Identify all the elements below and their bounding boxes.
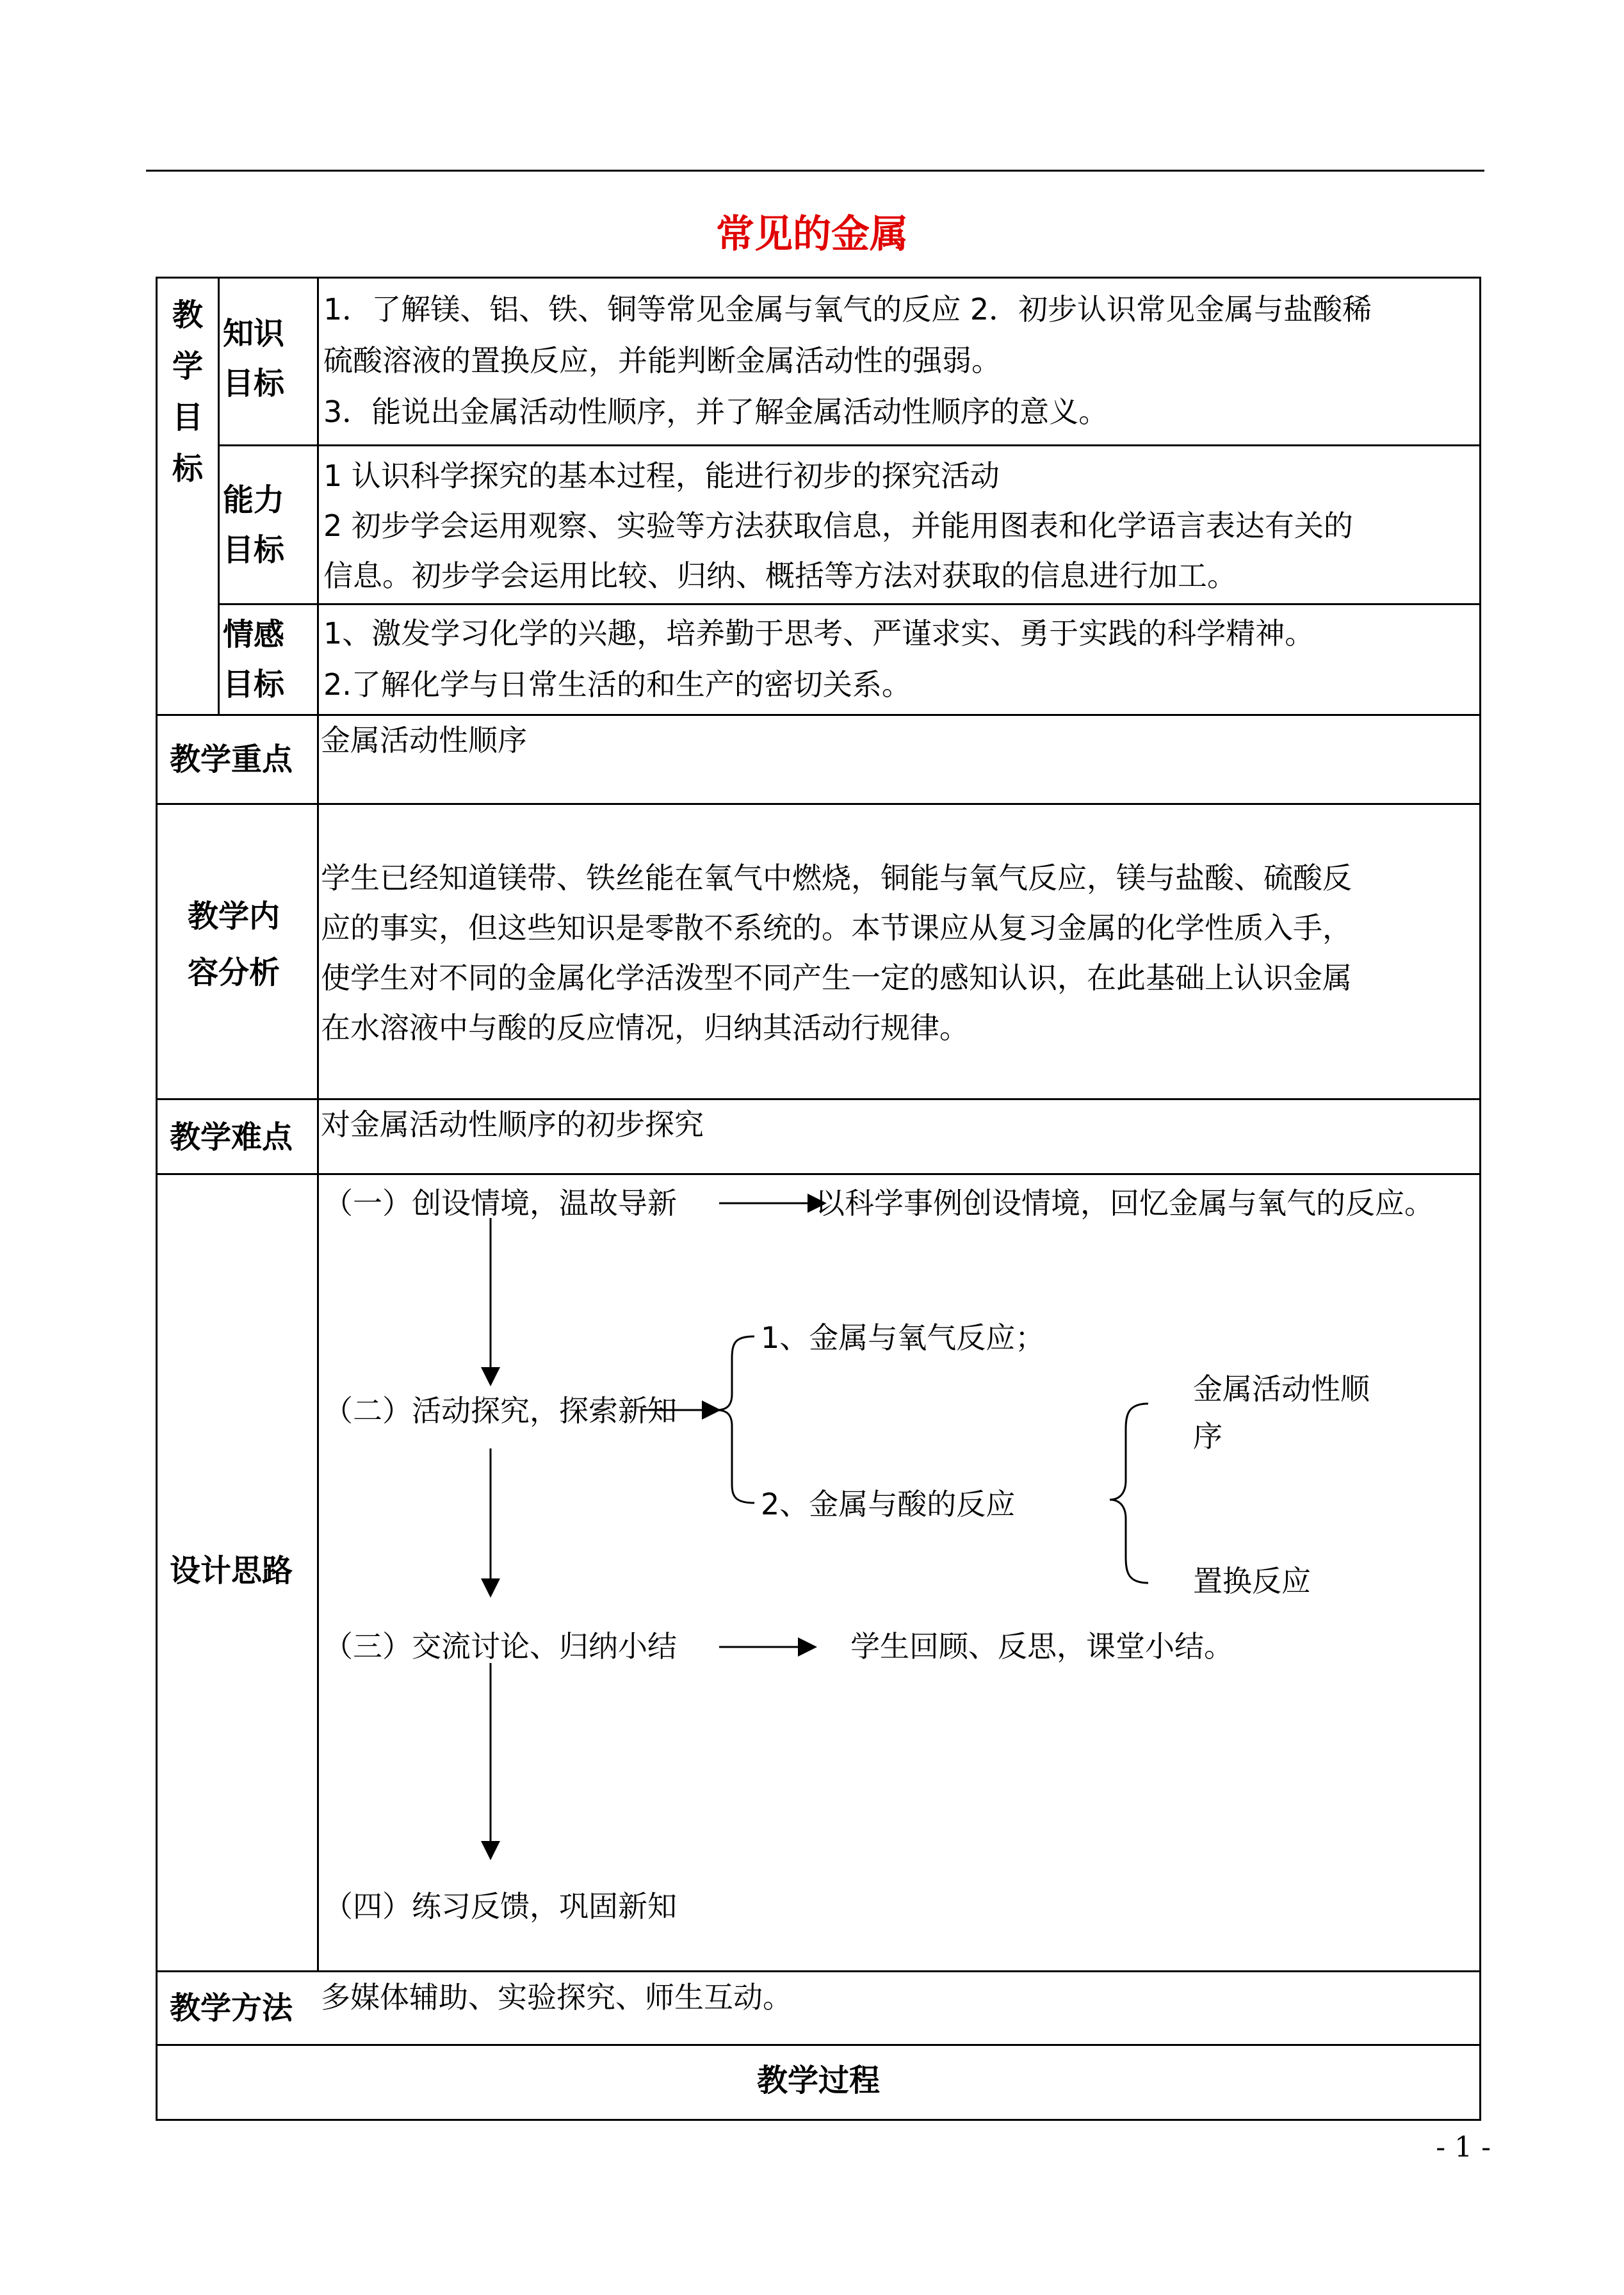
knowledge-line-2: 硫酸溶液的置换反应，并能判断金属活动性的强弱。 — [323, 343, 1001, 378]
sub-brace — [1110, 1404, 1148, 1583]
key-point-label: 教学重点 — [170, 742, 293, 777]
knowledge-label-2: 目标 — [223, 366, 285, 401]
knowledge-label-1: 知识 — [223, 316, 285, 352]
content-analysis-line-2: 应的事实，但这些知识是零散不系统的。本节课应从复习金属的化学性质入手， — [321, 911, 1352, 945]
objectives-char-4: 标 — [172, 451, 203, 487]
content-analysis-line-1: 学生已经知道镁带、铁丝能在氧气中燃烧，铜能与氧气反应，镁与盐酸、硫酸反 — [321, 861, 1352, 895]
objectives-char-3: 目 — [172, 400, 203, 435]
flow-branch-1: 1、金属与氧气反应； — [761, 1320, 1045, 1355]
page-title: 常见的金属 — [716, 212, 908, 257]
design-label: 设计思路 — [170, 1553, 293, 1589]
emotion-label-1: 情感 — [223, 617, 285, 653]
objectives-char-2: 学 — [172, 348, 203, 384]
difficulty-text: 对金属活动性顺序的初步探究 — [321, 1107, 704, 1142]
ability-label-2: 目标 — [223, 532, 285, 568]
flow-step-1: （一）创设情境，温故导新 — [323, 1186, 677, 1220]
branch-brace — [716, 1336, 754, 1503]
method-label: 教学方法 — [170, 1990, 293, 2026]
knowledge-line-3: 3．能说出金属活动性顺序，并了解金属活动性顺序的意义。 — [323, 394, 1108, 429]
ability-label-1: 能力 — [223, 482, 285, 518]
difficulty-label: 教学难点 — [170, 1119, 293, 1155]
ability-line-2: 2 初步学会运用观察、实验等方法获取信息，并能用图表和化学语言表达有关的 — [323, 508, 1353, 543]
flow-branch-2: 2、金属与酸的反应 — [761, 1487, 1016, 1521]
lesson-plan-table — [156, 277, 1481, 2121]
flow-step-4: （四）练习反馈，巩固新知 — [323, 1889, 677, 1924]
key-point-text: 金属活动性顺序 — [321, 723, 527, 758]
flow-step-3: （三）交流讨论、归纳小结 — [323, 1629, 677, 1664]
flow-sub-1-line-2: 序 — [1193, 1419, 1222, 1454]
content-analysis-label-2: 容分析 — [188, 955, 280, 991]
emotion-label-2: 目标 — [223, 667, 285, 702]
flow-step-2: （二）活动探究，探索新知 — [323, 1393, 677, 1428]
flow-sub-2: 置换反应 — [1193, 1564, 1311, 1598]
ability-line-1: 1 认识科学探究的基本过程，能进行初步的探究活动 — [323, 458, 1000, 493]
content-analysis-line-3: 使学生对不同的金属化学活泼型不同产生一定的感知认识，在此基础上认识金属 — [321, 961, 1352, 995]
flow-sub-1-line-1: 金属活动性顺 — [1193, 1372, 1370, 1406]
ability-line-3: 信息。初步学会运用比较、归纳、概括等方法对获取的信息进行加工。 — [323, 558, 1237, 593]
emotion-line-1: 1、激发学习化学的兴趣，培养勤于思考、严谨求实、勇于实践的科学精神。 — [323, 616, 1315, 651]
flow-step-3-result: 学生回顾、反思，课堂小结。 — [850, 1629, 1233, 1664]
content-analysis-line-4: 在水溶液中与酸的反应情况，归纳其活动行规律。 — [321, 1010, 969, 1045]
emotion-line-2: 2.了解化学与日常生活的和生产的密切关系。 — [323, 667, 911, 702]
process-label: 教学过程 — [756, 2063, 880, 2098]
header-rule — [146, 170, 1484, 172]
flow-step-1-result: 以科学事例创设情境，回忆金属与氧气的反应。 — [815, 1186, 1434, 1220]
method-text: 多媒体辅助、实验探究、师生互动。 — [321, 1980, 792, 2015]
content-analysis-label-1: 教学内 — [188, 898, 280, 934]
knowledge-line-1: 1．了解镁、铝、铁、铜等常见金属与氧气的反应 2．初步认识常见金属与盐酸稀 — [323, 292, 1372, 327]
objectives-char-1: 教 — [172, 297, 203, 333]
page-number: - 1 - — [1436, 2131, 1491, 2164]
